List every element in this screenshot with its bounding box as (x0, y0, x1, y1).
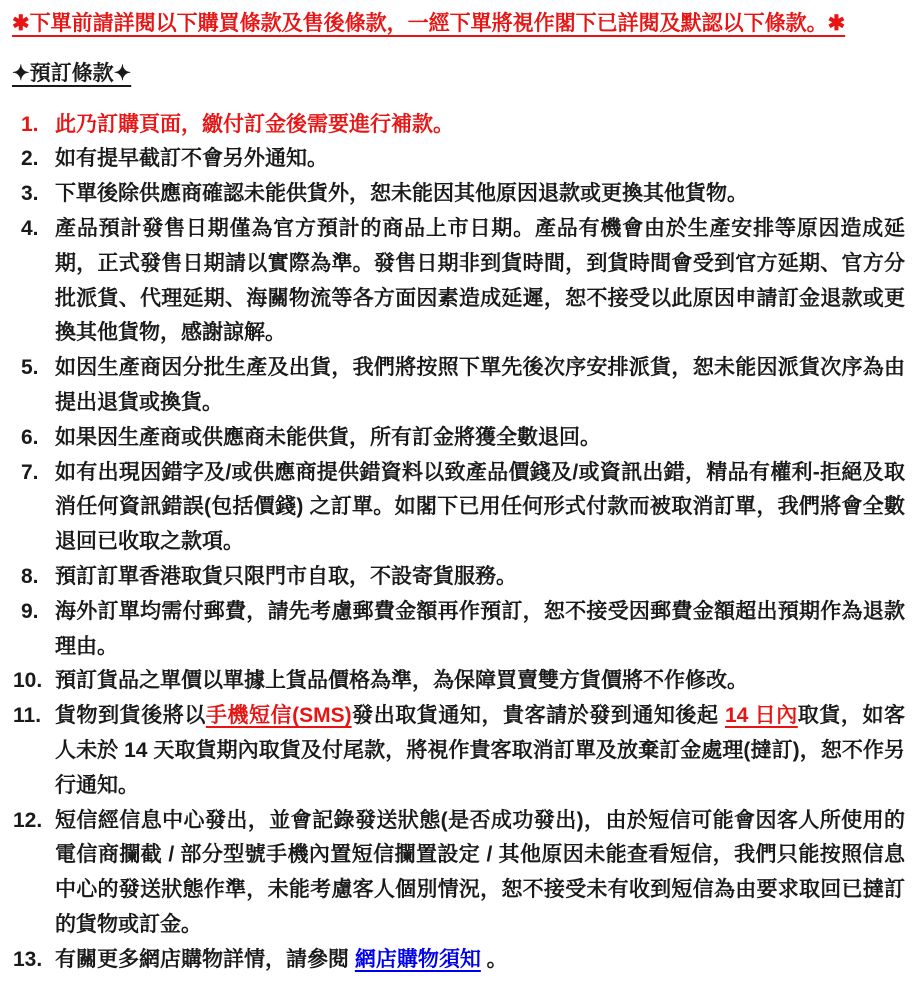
term-number: 6. (21, 425, 39, 449)
term-item-2 (8, 142, 905, 177)
term-item-6 (8, 421, 905, 456)
term-text-segment: 有關更多網店購物詳情，請參閱 (55, 947, 355, 971)
term-text (55, 147, 328, 170)
term-item-3 (8, 177, 905, 212)
term-text-segment: 如有出現因錯字及/或供應商提供錯資料以致產品價錢及/或資訊出錯，精品有權利-拒絕及取消任何資訊錯誤(包括價錢) 之訂單。如閣下已用任何形式付款而被取消訂單，我們將會全數退回已收取之款項。 (55, 460, 905, 554)
term-text-segment: 產品預計發售日期僅為官方預計的商品上市日期。產品有機會由於生產安排等原因造成延期，正式發售日期請以實際為準。發售日期非到貨時間，到貨時間會受到官方延期、官方分批派貨、代理延期、海關物流等各方面因素造成延遲，恕不接受以此原因申請訂金退款或更換其他貨物，感謝諒解。 (55, 216, 905, 345)
term-item-4 (8, 212, 905, 351)
term-item-8 (8, 560, 905, 595)
term-number: 3. (21, 182, 39, 206)
term-text-segment: 如果因生產商或供應商未能供貨，所有訂金將獲全數退回。 (55, 425, 601, 449)
term-text-segment: 短信經信息中心發出，並會記錄發送狀態(是否成功發出)，由於短信可能會因客人所使用的電信商攔截 / 部分型號手機內置短信攔置設定 / 其他原因未能查看短信，我們只能按照信息中心的發送狀態作準，未能考慮客人個別情況，恕不接受未有收到短信為由要求取回已撻訂的貨物或訂金。 (55, 808, 905, 936)
term-text-segment: 發出取貨通知，貴客請於發到通知後起 (351, 704, 725, 728)
term-text (55, 217, 905, 344)
section-title-preorder-terms: ✦預訂條款✦ (12, 61, 132, 85)
term-item-12 (8, 804, 905, 943)
term-text-segment: 預訂訂單香港取貨只限門市自取，不設寄貨服務。 (55, 564, 517, 588)
term-text-segment: 。 (480, 947, 508, 971)
term-text (55, 426, 601, 449)
term-number: 4. (21, 216, 39, 240)
section-title-row (8, 57, 905, 92)
term-text-segment: 手機短信(SMS) (205, 704, 352, 728)
term-text-segment: 預訂貨品之單價以單據上貨品價格為準，為保障買賣雙方貨價將不作修改。 (55, 669, 748, 693)
term-text (55, 113, 454, 136)
term-number: 12. (13, 808, 43, 832)
term-text (55, 182, 748, 205)
term-item-11 (8, 699, 905, 803)
term-text-segment: 如有提早截訂不會另外通知。 (55, 147, 328, 171)
term-text (55, 809, 905, 936)
term-number: 5. (21, 356, 39, 380)
term-number: 2. (21, 147, 39, 171)
shop-guide-link[interactable]: 網店購物須知 (354, 947, 481, 971)
term-number: 1. (21, 112, 39, 136)
term-text-segment: 如因生產商因分批生產及出貨，我們將按照下單先後次序安排派貨，恕未能因派貨次序為由提出退貨或換貨。 (55, 356, 905, 414)
term-number: 13. (13, 947, 43, 971)
term-text (55, 948, 508, 971)
term-number: 8. (21, 564, 39, 588)
term-text (55, 356, 905, 414)
term-item-9 (8, 595, 905, 665)
purchase-notice-header: ✱下單前請詳閱以下購買條款及售後條款，一經下單將視作閣下已詳閱及默認以下條款。✱ (12, 12, 846, 35)
term-text-segment: 海外訂單均需付郵費，請先考慮郵費金額再作預訂，恕不接受因郵費金額超出預期作為退款理由。 (55, 599, 905, 658)
terms-list (8, 108, 905, 978)
term-item-7 (8, 456, 905, 560)
term-number: 9. (21, 599, 39, 623)
term-text (55, 461, 905, 554)
term-text (55, 600, 905, 658)
term-item-10 (8, 664, 905, 699)
term-item-1 (8, 108, 905, 143)
term-text (55, 669, 748, 692)
term-number: 7. (21, 460, 39, 484)
term-text-segment: 此乃訂購頁面，繳付訂金後需要進行補款。 (55, 112, 454, 136)
term-text (55, 704, 905, 797)
term-text-segment: 貨物到貨後將以 (55, 704, 206, 728)
term-item-5 (8, 351, 905, 421)
term-number: 10. (13, 669, 43, 693)
term-text-segment: 取貨，如客人未於 14 天取貨期內取貨及付尾款，將視作貴客取消訂單及放棄訂金處理(撻訂)，恕不作另行通知。 (55, 704, 906, 797)
term-text (55, 565, 517, 588)
term-text-segment: 下單後除供應商確認未能供貨外，恕未能因其他原因退款或更換其他貨物。 (55, 182, 748, 206)
term-number: 11. (13, 704, 42, 728)
term-text-segment: 14 日內 (724, 704, 798, 728)
